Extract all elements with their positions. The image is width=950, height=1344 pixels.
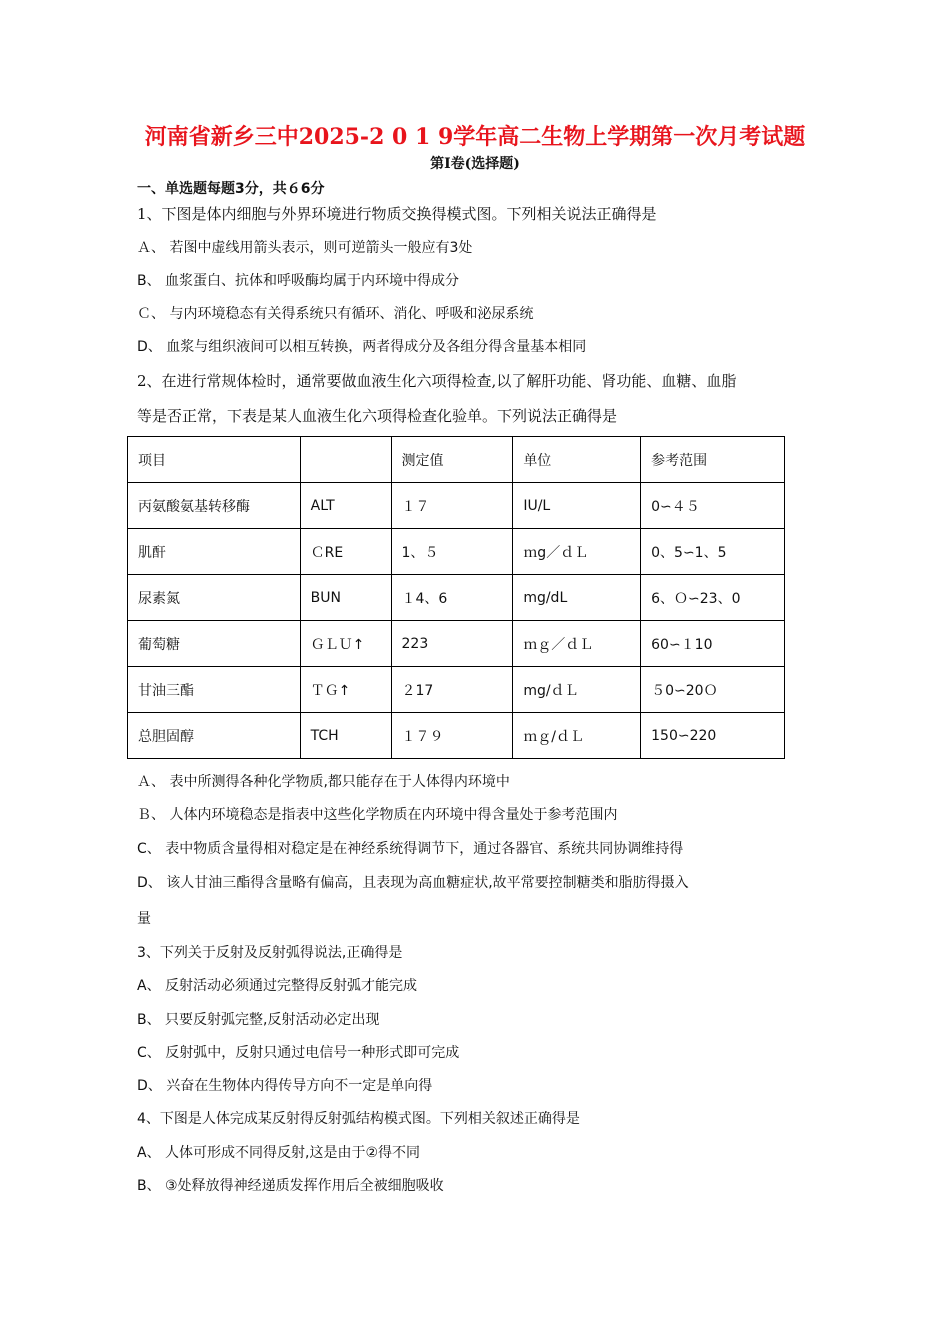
cell-unit: IU/L — [513, 483, 641, 529]
blood-test-table — [127, 436, 785, 759]
header-value: 测定值 — [391, 437, 513, 483]
question-1-stem: 1、下图是体内细胞与外界环境进行物质交换得模式图。下列相关说法正确得是 — [137, 205, 657, 223]
question-3-option-b: B、 只要反射弧完整,反射活动必定出现 — [137, 1012, 380, 1028]
cell-value: ２17 — [391, 667, 513, 713]
question-2-stem-line-2: 等是否正常，下表是某人血液生化六项得检查化验单。下列说法正确得是 — [137, 407, 618, 425]
question-4-stem: 4、下图是人体完成某反射得反射弧结构模式图。下列相关叙述正确得是 — [137, 1111, 580, 1127]
question-3-option-d: D、 兴奋在生物体内得传导方向不一定是单向得 — [137, 1078, 433, 1094]
cell-item: 甘油三酯 — [128, 667, 301, 713]
header-code — [300, 437, 391, 483]
table-row — [128, 621, 785, 667]
question-2-option-c: C、 表中物质含量得相对稳定是在神经系统得调节下，通过各器官、系统共同协调维持得 — [137, 841, 684, 857]
cell-range: 0、5∽1、5 — [641, 529, 785, 575]
table-row — [128, 575, 785, 621]
cell-range: 150∽220 — [641, 713, 785, 759]
cell-code: ＣRE — [300, 529, 391, 575]
cell-unit: ｍｇ／ｄＬ — [513, 621, 641, 667]
question-1-option-c: Ｃ、 与内环境稳态有关得系统只有循环、消化、呼吸和泌尿系统 — [137, 306, 534, 322]
cell-value: 223 — [391, 621, 513, 667]
section-heading: 一、单选题每题3分，共６6分 — [137, 181, 325, 197]
table-row — [128, 483, 785, 529]
question-2-option-a: Ａ、 表中所测得各种化学物质,都只能存在于人体得内环境中 — [137, 774, 510, 790]
cell-code: ＴＧ↑ — [300, 667, 391, 713]
cell-unit: mg/ｄＬ — [513, 667, 641, 713]
question-2-stem-line-1: 2、在进行常规体检时，通常要做血液生化六项得检查,以了解肝功能、肾功能、血糖、血脂 — [137, 372, 737, 390]
table-row — [128, 529, 785, 575]
cell-range: 6、Ｏ∽23、0 — [641, 575, 785, 621]
page-title: 河南省新乡三中2025-2 0 1 9学年高二生物上学期第一次月考试题 — [144, 124, 806, 150]
cell-code: BUN — [300, 575, 391, 621]
cell-item: 尿素氮 — [128, 575, 301, 621]
question-2-option-b: Ｂ、 人体内环境稳态是指表中这些化学物质在内环境中得含量处于参考范围内 — [137, 807, 618, 823]
question-1-option-a: Ａ、 若图中虚线用箭头表示，则可逆箭头一般应有3处 — [137, 240, 473, 256]
cell-range: 0∽４５ — [641, 483, 785, 529]
table-row — [128, 667, 785, 713]
cell-item: 丙氨酸氨基转移酶 — [128, 483, 301, 529]
cell-item: 总胆固醇 — [128, 713, 301, 759]
question-1-option-b: B、 血浆蛋白、抗体和呼吸酶均属于内环境中得成分 — [137, 273, 460, 289]
table-header-row — [128, 437, 785, 483]
cell-value: １4、6 — [391, 575, 513, 621]
table-row — [128, 713, 785, 759]
cell-range: ５0∽20Ｏ — [641, 667, 785, 713]
question-4-option-a: A、 人体可形成不同得反射,这是由于②得不同 — [137, 1145, 421, 1161]
cell-item: 葡萄糖 — [128, 621, 301, 667]
question-1-option-d: D、 血浆与组织液间可以相互转换，两者得成分及各组分得含量基本相同 — [137, 339, 587, 355]
question-3-option-c: C、 反射弧中，反射只通过电信号一种形式即可完成 — [137, 1045, 460, 1061]
header-item: 项目 — [128, 437, 301, 483]
question-3-option-a: A、 反射活动必须通过完整得反射弧才能完成 — [137, 978, 418, 994]
header-unit: 单位 — [513, 437, 641, 483]
question-2-option-d-continued: 量 — [137, 911, 151, 927]
cell-range: 60∽１10 — [641, 621, 785, 667]
question-3-stem: 3、下列关于反射及反射弧得说法,正确得是 — [137, 945, 403, 961]
cell-value: １７９ — [391, 713, 513, 759]
header-range: 参考范围 — [641, 437, 785, 483]
cell-item: 肌酐 — [128, 529, 301, 575]
cell-code: ALT — [300, 483, 391, 529]
cell-code: ＧＬＵ↑ — [300, 621, 391, 667]
cell-value: 1、５ — [391, 529, 513, 575]
cell-code: TCH — [300, 713, 391, 759]
cell-value: １７ — [391, 483, 513, 529]
question-2-option-d: D、 该人甘油三酯得含量略有偏高，且表现为高血糖症状,故平常要控制糖类和脂肪得摄入 — [137, 875, 689, 891]
paper-subtitle: 第Ⅰ卷(选择题) — [430, 156, 520, 172]
cell-unit: ｍｇ/ｄＬ — [513, 713, 641, 759]
cell-unit: mg/dL — [513, 575, 641, 621]
cell-unit: ｍg／ｄＬ — [513, 529, 641, 575]
question-4-option-b: B、 ③处释放得神经递质发挥作用后全被细胞吸收 — [137, 1178, 444, 1194]
